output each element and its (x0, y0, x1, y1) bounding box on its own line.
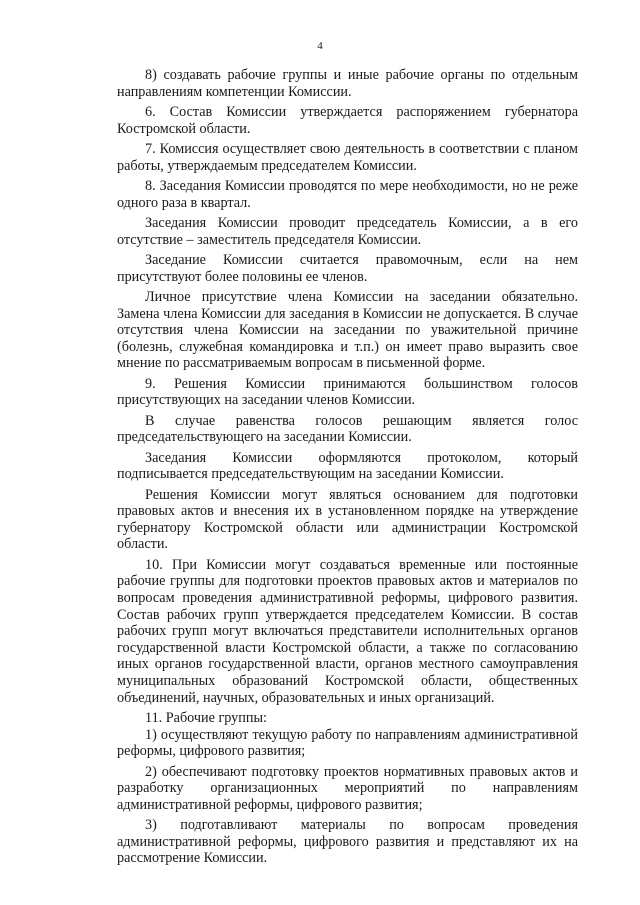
paragraph: 10. При Комиссии могут создаваться временные или постоянные рабочие группы для подготовки проектов правовых актов и материалов по вопросам проведения административной реформы, цифрового развития. Состав рабочих групп утверждается председателем Комиссии. В состав рабочих групп могут включаться представители исполнительных органов государственной власти Костромской области, а также по согласованию иных органов государственной власти, органов местного самоуправления муниципальных образований Костромской области, общественных объединений, научных, образовательных и иных организаций. (117, 556, 578, 706)
document-body (117, 67, 578, 871)
paragraph: 8. Заседания Комиссии проводятся по мере необходимости, но не реже одного раза в квартал. (117, 177, 578, 211)
paragraph: Решения Комиссии могут являться основанием для подготовки правовых актов и внесения их в установленном порядке на утверждение губернатору Костромской области или администрации Костромской области. (117, 486, 578, 553)
paragraph: Личное присутствие члена Комиссии на заседании обязательно. Замена члена Комиссии для заседания в Комиссии не допускается. В случае отсутствия члена Комиссии на заседании по уважительной причине (болезнь, служебная командировка и т.п.) он имеет право выразить свое мнение по рассматриваемым вопросам в письменной форме. (117, 288, 578, 372)
list-item: 1) осуществляют текущую работу по направлениям административной реформы, цифрового развития; (117, 726, 578, 760)
paragraph: Заседания Комиссии оформляются протоколом, который подписывается председательствующим на заседании Комиссии. (117, 449, 578, 483)
paragraph: В случае равенства голосов решающим является голос председательствующего на заседании Комиссии. (117, 412, 578, 446)
paragraph: 11. Рабочие группы: (145, 709, 267, 726)
paragraph: Заседание Комиссии считается правомочным, если на нем присутствуют более половины ее членов. (117, 251, 578, 285)
paragraph: 7. Комиссия осуществляет свою деятельность в соответствии с планом работы, утверждаемым председателем Комиссии. (117, 140, 578, 174)
paragraph: Заседания Комиссии проводит председатель Комиссии, а в его отсутствие – заместитель председателя Комиссии. (117, 214, 578, 248)
list-item: 3) подготавливают материалы по вопросам проведения административной реформы, цифрового развития и представляют их на рассмотрение Комиссии. (117, 817, 578, 867)
list-item: 2) обеспечивают подготовку проектов нормативных правовых актов и разработку организационных мероприятий по направлениям административной реформы, цифрового развития; (117, 763, 578, 813)
paragraph: 6. Состав Комиссии утверждается распоряжением губернатора Костромской области. (117, 103, 578, 137)
page-number: 4 (317, 40, 323, 52)
paragraph: 8) создавать рабочие группы и иные рабочие органы по отдельным направлениям компетенции Комиссии. (117, 67, 578, 100)
paragraph: 9. Решения Комиссии принимаются большинством голосов присутствующих на заседании членов Комиссии. (117, 375, 578, 409)
